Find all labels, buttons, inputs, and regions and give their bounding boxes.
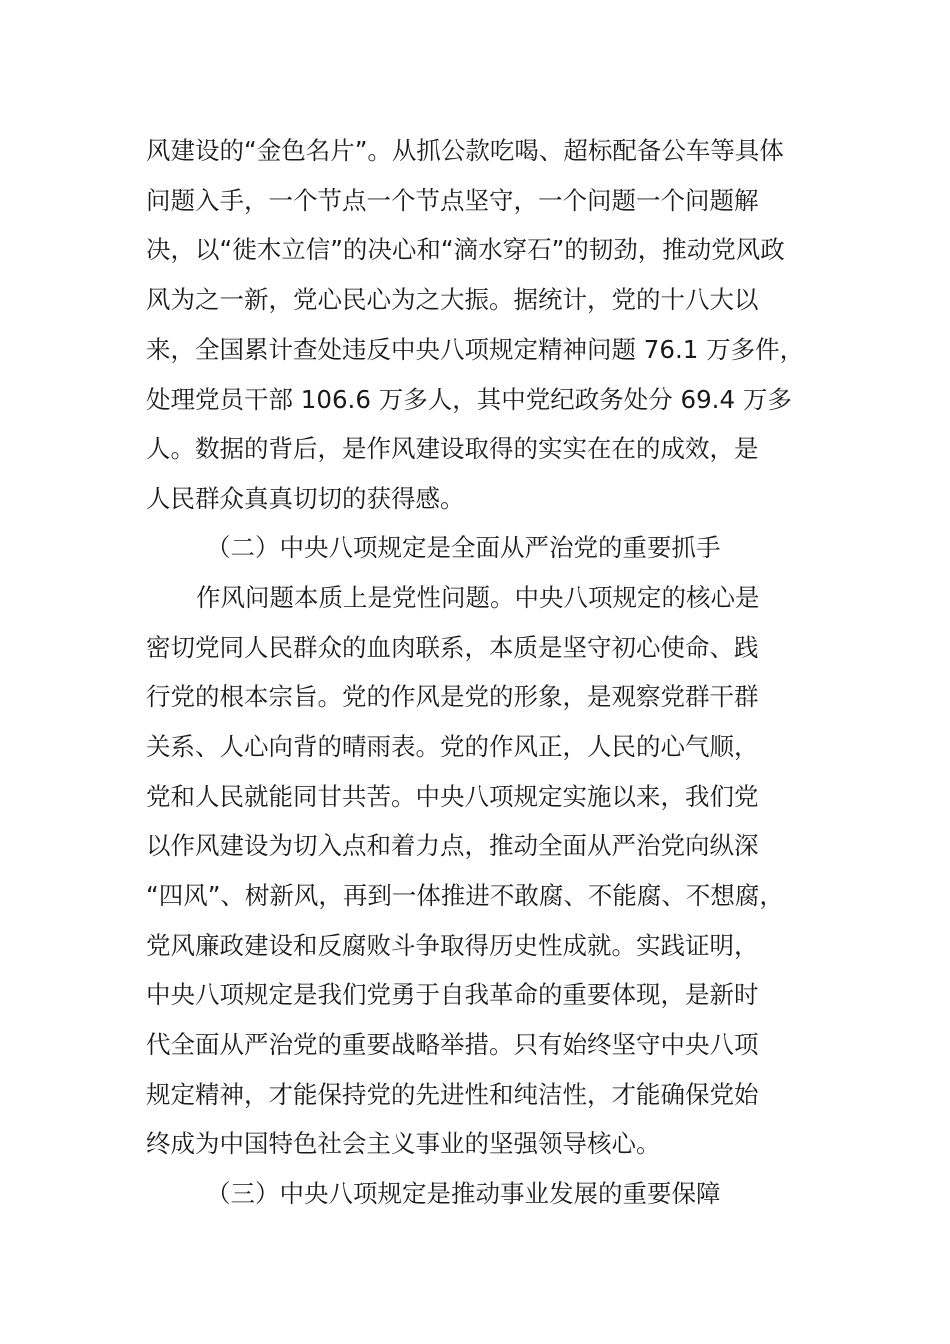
- text-line: 问题入手，一个节点一个节点坚守，一个问题一个问题解: [146, 186, 759, 215]
- text-line: 党风廉政建设和反腐败斗争取得历史性成就。实践证明，: [146, 931, 759, 960]
- text-line: 来，全国累计查处违反中央八项规定精神问题 76.1 万多件，: [146, 335, 805, 364]
- text-line: 处理党员干部 106.6 万多人，其中党纪政务处分 69.4 万多: [146, 385, 792, 414]
- text-line: 行党的根本宗旨。党的作风是党的形象，是观察党群干群: [146, 682, 759, 711]
- text-line: “四风”、树新风，再到一体推进不敢腐、不能腐、不想腐，: [146, 881, 784, 910]
- text-line: 终成为中国特色社会主义事业的坚强领导核心。: [146, 1129, 661, 1158]
- text-line: 密切党同人民群众的血肉联系，本质是坚守初心使命、践: [146, 633, 759, 662]
- text-line: 中央八项规定是我们党勇于自我革命的重要体现，是新时: [146, 980, 759, 1009]
- text-line: 规定精神，才能保持党的先进性和纯洁性，才能确保党始: [146, 1080, 759, 1109]
- text-line: 人民群众真真切切的获得感。: [146, 484, 465, 513]
- section-heading-2: （二）中央八项规定是全面从严治党的重要抓手: [206, 533, 721, 562]
- text-line: 人。数据的背后，是作风建设取得的实实在在的成效，是: [146, 434, 759, 463]
- text-line: 以作风建设为切入点和着力点，推动全面从严治党向纵深: [146, 831, 759, 860]
- text-line: 党和人民就能同甘共苦。中央八项规定实施以来，我们党: [146, 782, 759, 811]
- paragraph-first-line: 作风问题本质上是党性问题。中央八项规定的核心是: [196, 583, 760, 612]
- text-line: 风为之一新，党心民心为之大振。据统计，党的十八大以: [146, 285, 759, 314]
- section-heading-3: （三）中央八项规定是推动事业发展的重要保障: [206, 1179, 721, 1208]
- text-line: 关系、人心向背的晴雨表。党的作风正，人民的心气顺，: [146, 732, 759, 761]
- text-line: 代全面从严治党的重要战略举措。只有始终坚守中央八项: [146, 1030, 759, 1059]
- text-line: 决，以“徙木立信”的决心和“滴水穿石”的韧劲，推动党风政: [146, 235, 785, 264]
- text-line: 风建设的“金色名片”。从抓公款吃喝、超标配备公车等具体: [146, 136, 784, 165]
